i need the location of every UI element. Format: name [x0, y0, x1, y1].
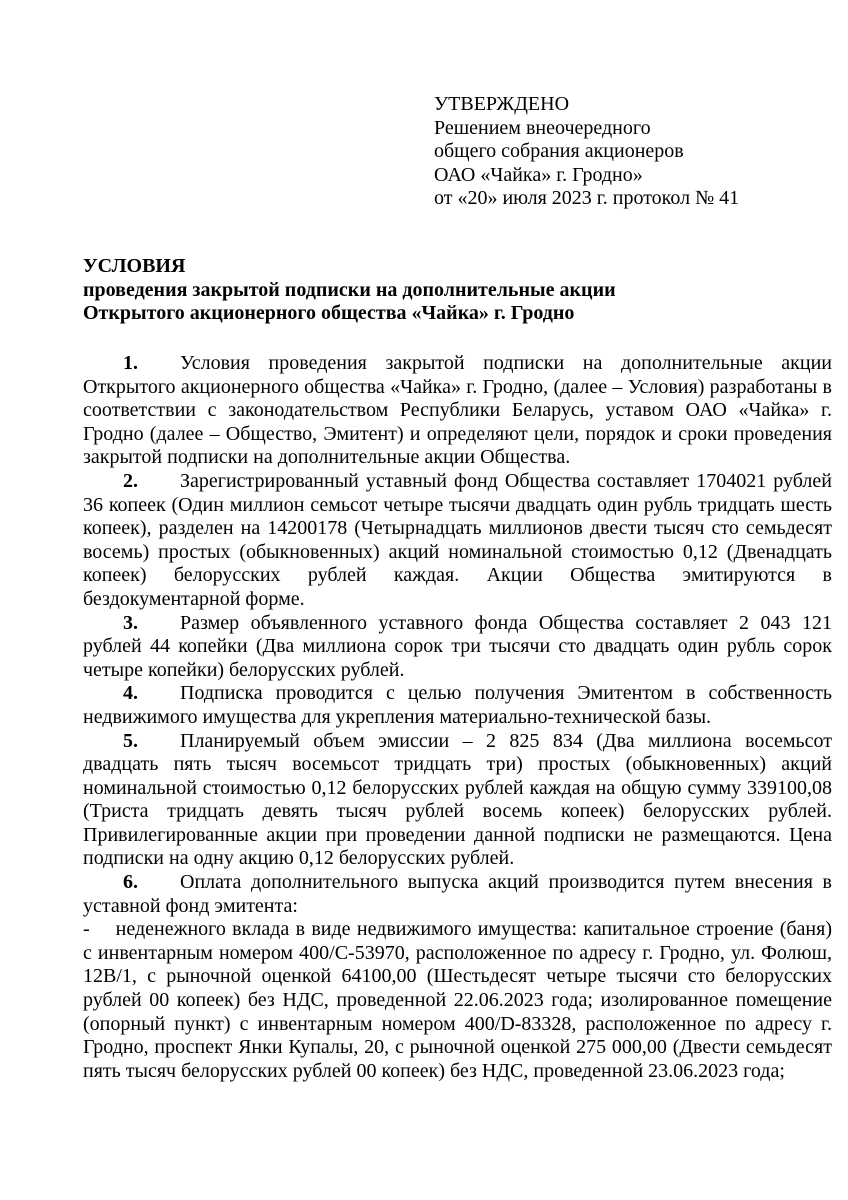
paragraph-4: [83, 682, 832, 729]
paragraph-1-text: Условия проведения закрытой подписки на дополнительные акции Открытого акционерного общества «Чайка» г. Гродно, (далее – Условия) разработаны в соответствии с законодательством Республики Беларусь, уставом ОАО «Чайка» г. Гродно (далее – Общество, Эмитент) и определяют цели, порядок и сроки проведения закрытой подписки на дополнительные акции Общества.: [83, 352, 832, 469]
paragraph-3-number: 3.: [123, 611, 138, 634]
paragraph-6-text: Оплата дополнительного выпуска акций производится путем внесения в уставной фонд эмитента:: [83, 871, 832, 917]
paragraph-3: [83, 612, 832, 683]
list-item-noncash-contribution: [83, 918, 832, 1083]
list-item-marker: -: [83, 918, 90, 941]
paragraph-4-text: Подписка проводится с целью получения Эмитентом в собственность недвижимого имущества для укрепления материально-технической базы.: [83, 682, 832, 728]
approval-line-4: ОАО «Чайка» г. Гродно»: [434, 163, 643, 186]
title-line-2: проведения закрытой подписки на дополнительные акции: [83, 278, 616, 301]
paragraph-5-number: 5.: [123, 729, 138, 752]
approval-block: [434, 93, 739, 211]
paragraph-2-text: Зарегистрированный уставный фонд Общества составляет 1704021 рублей 36 копеек (Один миллион семьсот четыре тысячи двадцать один рубль тридцать шесть копеек), разделен на 14200178 (Четырнадцать миллионов двести тысяч сто семьдесят восемь) простых (обыкновенных) акций номинальной стоимостью 0,12 (Двенадцать копеек) белорусских рублей каждая. Акции Общества эмитируются в бездокументарной форме.: [83, 469, 832, 610]
document-body: [83, 352, 832, 1083]
paragraph-2-number: 2.: [123, 469, 138, 492]
paragraph-5-text: Планируемый объем эмиссии – 2 825 834 (Два миллиона восемьсот двадцать пять тысяч восемьсот тридцать три) простых (обыкновенных) акций номинальной стоимостью 0,12 белорусских рублей каждая на общую сумму 339100,08 (Триста тридцать девять тысяч рублей восемь копеек) белорусских рублей. Привилегированные акции при проведении данной подписки не размещаются. Цена подписки на одну акцию 0,12 белорусских рублей.: [83, 729, 832, 870]
list-item-text: неденежного вклада в виде недвижимого имущества: капитальное строение (баня) с инвентарным номером 400/С-53970, расположенное по адресу г. Гродно, ул. Фолюш, 12В/1, с рыночной оценкой 64100,00 (Шестьдесят четыре тысячи сто белорусских рублей 00 копеек) без НДС, проведенной 22.06.2023 года; изолированное помещение (опорный пункт) с инвентарным номером 400/D-83328, расположенное по адресу г. Гродно, проспект Янки Купалы, 20, с рыночной оценкой 275 000,00 (Двести семьдесят пять тысяч белорусских рублей 00 копеек) без НДС, проведенной 23.06.2023 года;: [83, 918, 832, 1082]
approval-line-2: Решением внеочередного: [434, 116, 651, 139]
approval-line-1: УТВЕРЖДЕНО: [434, 93, 570, 115]
paragraph-6: [83, 871, 832, 918]
paragraph-2: [83, 470, 832, 612]
paragraph-4-number: 4.: [123, 682, 138, 705]
paragraph-3-text: Размер объявленного уставного фонда Общества составляет 2 043 121 рублей 44 копейки (Два миллиона сорок три тысячи сто двадцать один рубль сорок четыре копейки) белорусских рублей.: [83, 611, 832, 681]
paragraph-1-number: 1.: [123, 352, 138, 374]
approval-line-5: от «20» июля 2023 г. протокол № 41: [434, 187, 740, 210]
paragraph-6-number: 6.: [123, 871, 138, 894]
title-line-3: Открытого акционерного общества «Чайка» г. Гродно: [83, 302, 575, 325]
title-line-1: УСЛОВИЯ: [83, 255, 186, 277]
paragraph-5: [83, 730, 832, 872]
paragraph-1: [83, 352, 832, 470]
approval-line-3: общего собрания акционеров: [434, 140, 684, 163]
document-title: [83, 255, 832, 326]
